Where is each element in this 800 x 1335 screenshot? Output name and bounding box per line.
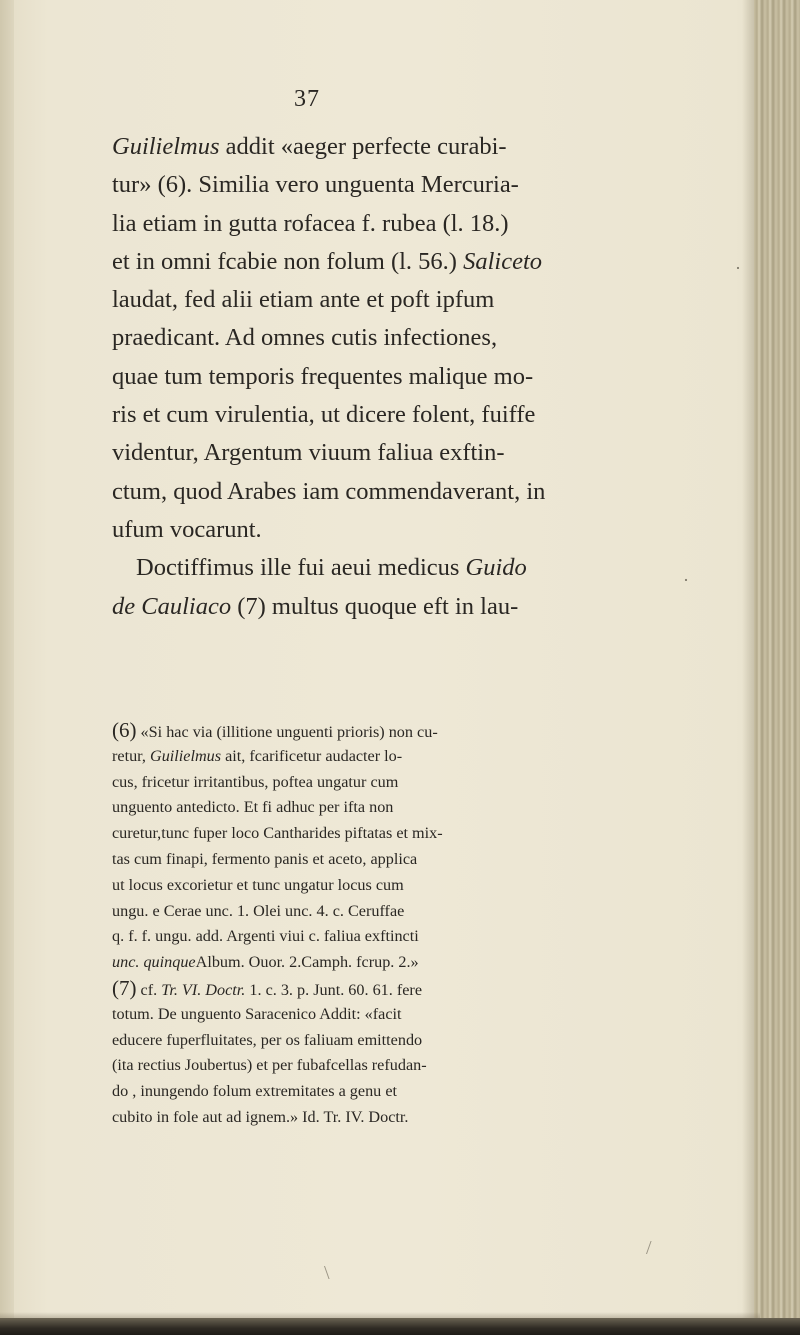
footnote-marker-6: (6)	[112, 718, 137, 742]
footnote-6-line-4: unguento antedicto. Et fi adhuc per ifta non	[112, 798, 394, 817]
page-number: 37	[294, 86, 320, 112]
footnote-6-line-5: curetur,tunc fuper loco Cantharides piftatas et mix-	[112, 824, 443, 843]
main-line-3: lia etiam in gutta rofacea f. rubea (l. 18.)	[112, 209, 509, 237]
book-spine	[754, 0, 800, 1335]
footnote-6-line-1: (6) «Si hac via (illitione unguenti prioris) non cu-	[112, 718, 438, 742]
footnote-7-line-5: do , inungendo folum extremitates a genu et	[112, 1082, 398, 1101]
pencil-slash-icon: /	[646, 1237, 652, 1259]
main-line-10: ctum, quod Arabes iam commendaverant, in	[112, 477, 546, 505]
pencil-slash-icon: \	[324, 1262, 330, 1284]
main-line-13: de Cauliaco (7) multus quoque eft in lau-	[112, 592, 519, 620]
footnote-6-line-2: retur, Guilielmus ait, fcarificetur audacter lo-	[112, 746, 403, 765]
footnote-6-line-9: q. f. f. ungu. add. Argenti viui c. faliua exftincti	[112, 927, 419, 946]
main-line-12: Doctiffimus ille fui aeui medicus Guido	[136, 554, 527, 582]
stray-mark-icon: ·	[683, 570, 689, 590]
footnote-6-line-10: unc. quinqueAlbum. Ouor. 2.Camph. fcrup. 2.»	[112, 953, 419, 972]
stray-mark-icon: ·	[735, 258, 741, 278]
footnote-6-line-8: ungu. e Cerae unc. 1. Olei unc. 4. c. Ceruffae	[112, 901, 405, 920]
main-line-4: et in omni fcabie non folum (l. 56.) Saliceto	[112, 247, 543, 275]
main-line-11: ufum vocarunt.	[112, 515, 262, 543]
page-left-edge	[0, 0, 14, 1335]
main-line-9: videntur, Argentum viuum faliua exftin-	[112, 439, 505, 467]
main-line-2: tur» (6). Similia vero unguenta Mercuria-	[112, 171, 519, 199]
bottom-edge	[0, 1318, 800, 1335]
footnote-6-line-6: tas cum finapi, fermento panis et aceto, applica	[112, 849, 418, 868]
footnote-marker-7: (7)	[112, 975, 137, 1000]
footnote-7-line-2: totum. De unguento Saracenico Addit: «facit	[112, 1004, 402, 1023]
footnote-6-line-3: cus, fricetur irritantibus, poftea ungatur cum	[112, 772, 399, 791]
main-line-6: praedicant. Ad omnes cutis infectiones,	[112, 324, 498, 352]
footnote-7-line-6: cubito in fole aut ad ignem.» Id. Tr. IV. Doctr.	[112, 1107, 409, 1126]
footnote-7-line-1: (7) cf. Tr. VI. Doctr. 1. c. 3. p. Junt. 60. 61. fere	[112, 975, 423, 1000]
footnote-7-line-3: educere fuperfluitates, per os faliuam emittendo	[112, 1030, 423, 1049]
main-text	[112, 128, 716, 626]
main-line-8: ris et cum virulentia, ut dicere folent, fuiffe	[112, 401, 536, 429]
main-line-1: Guilielmus addit «aeger perfecte curabi-	[112, 133, 507, 160]
footnote-7-line-4: (ita rectius Joubertus) et per fubafcellas refudan-	[112, 1056, 427, 1075]
main-line-7: quae tum temporis frequentes malique mo-	[112, 362, 534, 390]
footnotes	[112, 718, 716, 1131]
main-line-5: laudat, fed alii etiam ante et poft ipfum	[112, 286, 495, 314]
footnote-6-line-7: ut locus excorietur et tunc ungatur locus cum	[112, 875, 404, 894]
